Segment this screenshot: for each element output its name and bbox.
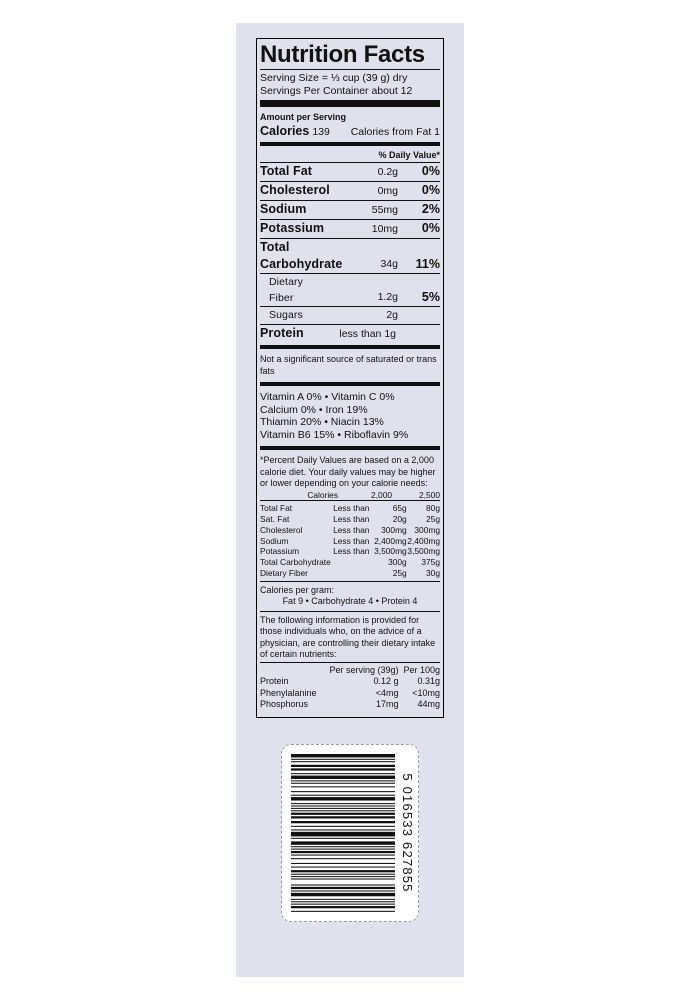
barcode-bar [291, 808, 395, 809]
thick-divider [260, 100, 440, 107]
barcode-bar [291, 803, 395, 804]
nutrient-row-protein [260, 325, 440, 343]
special-cell: 0.12 g [373, 676, 399, 687]
dv-limit-cell: Less than [333, 514, 370, 525]
nutrient-name: Protein [260, 326, 304, 340]
barcode-bar [291, 816, 395, 818]
dv-limit-row [260, 557, 440, 568]
dv-limit-cell: Dietary Fiber [260, 568, 308, 579]
daily-value-table [260, 490, 440, 501]
calories-from-fat: Calories from Fat 1 [350, 126, 440, 138]
dv-limit-cell [332, 557, 373, 568]
barcode-bar [291, 904, 395, 905]
dv-limit-cell: Sat. Fat [260, 514, 290, 525]
nutrient-dv: 0% [421, 183, 440, 197]
dv-limit-cell: Cholesterol [260, 524, 303, 535]
dv-limit-cell: Less than [333, 546, 370, 557]
barcode-bar [291, 768, 395, 770]
special-table [260, 665, 440, 711]
barcode-bar [291, 838, 395, 839]
nutrient-amount: 34g [380, 258, 398, 270]
barcode-bar [291, 906, 395, 908]
barcode-bar [291, 797, 395, 800]
special-cell: Protein [260, 676, 289, 687]
barcode-bar [291, 780, 395, 781]
dv-limit-row [260, 503, 440, 514]
special-cell: 44mg [417, 699, 440, 710]
special-cell: 0.31g [417, 676, 440, 687]
barcode-bar [291, 855, 395, 856]
barcode-bar [291, 870, 395, 872]
barcode-bar [291, 887, 395, 889]
dv-limit-cell: Sodium [260, 535, 289, 546]
medium-divider [260, 142, 440, 146]
special-cell: <4mg [375, 687, 399, 698]
not-significant-note: Not a significant source of saturated or trans fats [260, 354, 437, 376]
nutrient-name [260, 274, 348, 306]
barcode-bar [291, 832, 395, 837]
dv-header-cell: Calories [307, 489, 339, 500]
special-cell: <10mg [412, 687, 440, 698]
barcode-bar [291, 846, 395, 847]
special-header-cell: Per serving (39g) [329, 664, 399, 675]
dv-limit-cell: Total Carbohydrate [260, 557, 331, 568]
vitamin-line: Thiamin 20% • Niacin 13% [260, 416, 384, 428]
label-title: Nutrition Facts [260, 41, 425, 68]
servings-per-container: Servings Per Container about 12 [260, 84, 413, 97]
dv-limit-cell: 3,500mg [374, 546, 407, 557]
dv-limit-cell: 30g [426, 568, 440, 579]
barcode-bars [287, 750, 415, 916]
barcode-bar [291, 786, 395, 787]
special-table-header [260, 665, 440, 677]
dv-limit-cell: 20g [392, 514, 407, 525]
dv-limit-cell: Less than [333, 503, 370, 514]
dv-limit-cell: 65g [392, 503, 407, 514]
barcode-bar [291, 813, 395, 815]
barcode-bar [291, 759, 395, 760]
dv-limit-cell: 2,400mg [374, 535, 407, 546]
barcode-bar [291, 826, 395, 827]
barcode-digits: 5 016533 627855 [400, 773, 415, 893]
dv-limit-cell: Less than [333, 535, 370, 546]
nutrient-amount: 1.2g [377, 291, 398, 303]
nutrient-name: Potassium [260, 221, 325, 235]
barcode-bar [291, 851, 395, 853]
nutrient-row-sodium [260, 201, 440, 220]
barcode-bar [291, 893, 395, 896]
dv-limit-cell: Less than [333, 524, 370, 535]
nutrient-row-dietary-fiber [260, 274, 440, 307]
rule [260, 500, 440, 501]
special-cell: 17mg [375, 699, 399, 710]
dv-limit-row [260, 546, 440, 557]
barcode-bar [291, 783, 395, 784]
calories-label: Calories [260, 124, 310, 138]
barcode-bar [291, 874, 395, 875]
nutrient-name: Cholesterol [260, 183, 330, 197]
dv-header-cell: 2,000 [371, 489, 393, 500]
nutrient-row-sugars [260, 307, 440, 325]
vitamin-line: Vitamin B6 15% • Riboflavin 9% [260, 428, 409, 441]
dv-limit-cell: Potassium [260, 546, 300, 557]
barcode-bar [291, 765, 395, 767]
barcode-bar [291, 773, 395, 774]
medium-divider [260, 446, 440, 450]
nutrient-name: Sugars [269, 309, 303, 321]
vitamin-line: Calcium 0% • Iron 19% [260, 403, 368, 416]
dv-limit-row [260, 514, 440, 525]
nutrient-amount: 0.2g [377, 166, 398, 178]
dv-limit-cell: 375g [421, 557, 440, 568]
barcode-bar [291, 849, 395, 850]
barcode-bar [291, 821, 395, 823]
nutrient-amount: 0mg [377, 185, 398, 197]
barcode-bar [291, 867, 395, 868]
special-row [260, 688, 440, 700]
special-cell: Phenylalanine [260, 687, 317, 698]
nutrient-amount: 10mg [371, 223, 398, 235]
vitamin-line: Vitamin A 0% • Vitamin C 0% [260, 391, 395, 403]
barcode-bar [291, 890, 395, 891]
calories-value: 139 [312, 126, 330, 138]
nutrient-row-potassium [260, 220, 440, 239]
daily-value-limits [260, 503, 440, 579]
nutrient-name-line1: Dietary [269, 276, 303, 288]
special-info: The following information is provided for those individuals who, on the advice of a physician, are controlling their dietary intake of certain nutrients: [260, 614, 436, 660]
rule [260, 662, 440, 663]
calories-per-gram-values: Fat 9 • Carbohydrate 4 • Protein 4 [282, 596, 418, 607]
barcode-bar [291, 761, 395, 762]
dv-limit-row [260, 525, 440, 536]
special-header-cell: Per 100g [403, 664, 440, 675]
footnote: *Percent Daily Values are based on a 2,000 calorie diet. Your daily values may be higher or lower depending on your calorie needs: [260, 455, 436, 488]
dv-limit-cell: 2,400mg [407, 535, 440, 546]
dv-limit-cell: 25g [426, 514, 440, 525]
dv-limit-cell [332, 568, 373, 579]
nutrient-dv: 2% [421, 202, 440, 216]
dv-limit-cell: 80g [426, 503, 440, 514]
nutrient-dv: 0% [421, 221, 440, 235]
barcode-bar [291, 899, 395, 900]
nutrient-amount: 55mg [371, 204, 398, 216]
barcode-bar [291, 878, 395, 879]
dv-table-header [260, 490, 440, 501]
nutrient-amount: 2g [386, 309, 398, 321]
barcode-bar [291, 810, 395, 811]
nutrient-dv: 0% [421, 164, 440, 178]
barcode-bar [291, 805, 395, 806]
barcode-bar [291, 901, 395, 902]
nutrient-name-line2: Carbohydrate [260, 257, 343, 271]
dv-limit-cell: 25g [392, 568, 407, 579]
nutrition-facts-label [256, 38, 444, 718]
barcode-bar [291, 841, 395, 844]
special-row [260, 699, 440, 711]
nutrient-row-total-fat [260, 163, 440, 182]
nutrient-dv: 11% [415, 257, 440, 271]
dv-limit-row [260, 536, 440, 547]
nutrient-name [260, 239, 348, 273]
nutrient-dv: 5% [421, 290, 440, 304]
barcode-bar [291, 884, 395, 885]
nutrient-row-total-carbohydrate [260, 239, 440, 274]
dv-limit-cell: Total Fat [260, 503, 293, 514]
nutrient-row-cholesterol [260, 182, 440, 201]
barcode-bar [291, 754, 395, 757]
barcode [287, 750, 415, 916]
barcode-bar [291, 829, 395, 830]
amount-per-serving: Amount per Serving [260, 112, 347, 122]
calories-per-gram [260, 582, 440, 611]
dv-limit-cell: 300mg [381, 524, 407, 535]
dv-limit-cell: 300mg [414, 524, 440, 535]
barcode-bar [291, 911, 395, 912]
dv-header-cell: 2,500 [419, 489, 440, 500]
nutrient-amount: less than 1g [339, 328, 396, 340]
special-cell: Phosphorus [260, 699, 309, 710]
nutrient-name: Total Fat [260, 164, 313, 178]
barcode-bar [291, 863, 395, 864]
dv-limit-row [260, 568, 440, 579]
barcode-bar [291, 791, 395, 792]
dv-limit-cell: 300g [388, 557, 407, 568]
medium-divider [260, 345, 440, 349]
nutrient-name: Sodium [260, 202, 307, 216]
serving-size: Serving Size = ⅓ cup (39 g) dry [260, 72, 408, 84]
nutrient-name-line2: Fiber [269, 292, 294, 304]
nutrient-name-line1: Total [260, 240, 290, 254]
vitamins-block [260, 388, 440, 444]
calories-row [260, 123, 440, 140]
special-row [260, 676, 440, 688]
barcode-bar [291, 776, 395, 779]
barcode-bar [291, 876, 395, 877]
medium-divider [260, 382, 440, 386]
barcode-bar [291, 795, 395, 796]
daily-value-header: % Daily Value* [260, 148, 440, 163]
dv-limit-cell: 3,500mg [407, 546, 440, 557]
calories-per-gram-label: Calories per gram: [260, 584, 335, 595]
barcode-bar [291, 858, 395, 859]
